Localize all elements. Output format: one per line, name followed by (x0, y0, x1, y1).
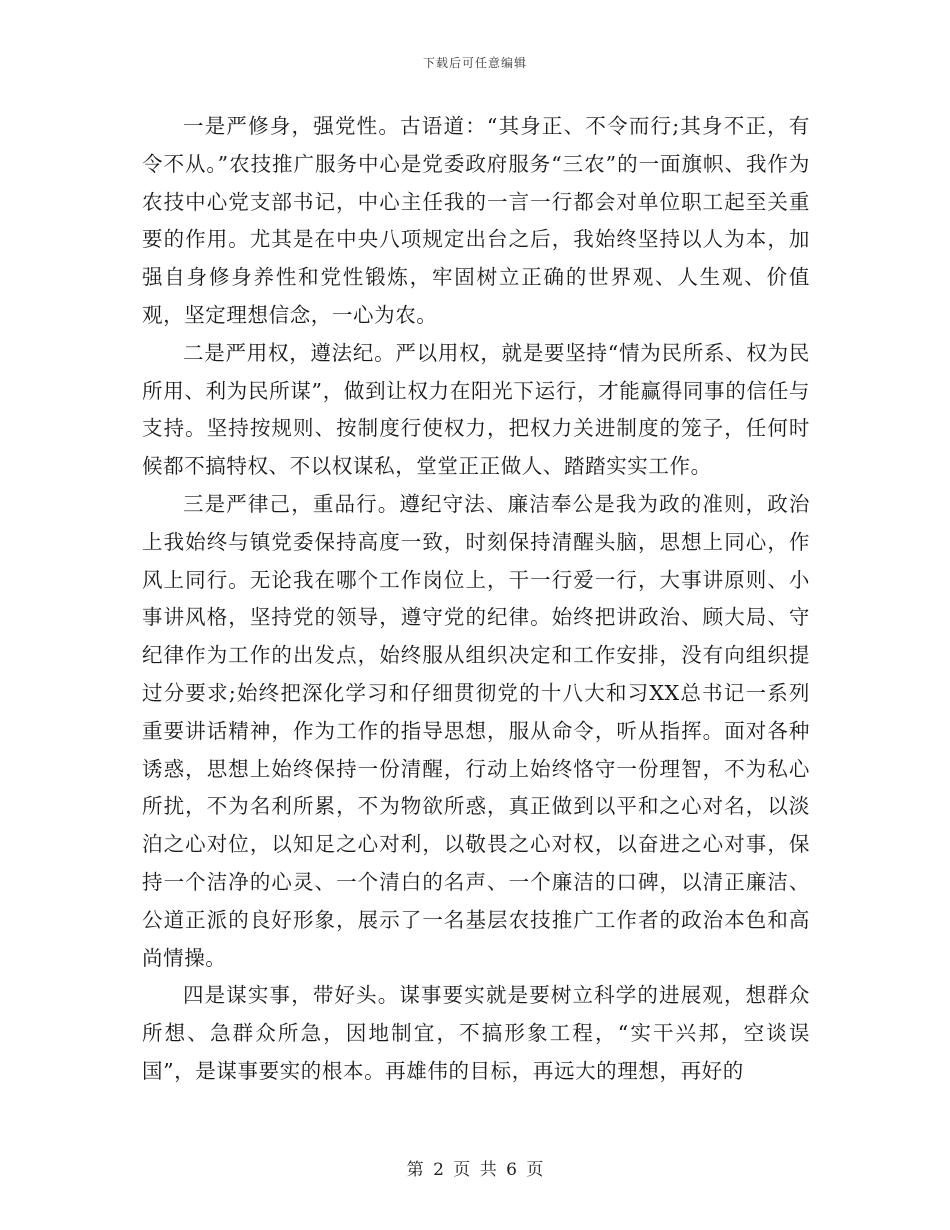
page-header: 下载后可任意编辑 (422, 56, 527, 70)
paragraph-1: 一是严修身，强党性。古语道：“其身正、不令而行;其身不正，有令不从。”农技推广服务中心是党委政府服务“三农”的一面旗帜、我作为农技中心党支部书记，中心主任我的一言一行都会对单位职工起至关重要的作用。尤其是在中央八项规定出台之后，我始终坚持以人为本，加强自身修身养性和党性锻炼，牢固树立正确的世界观、人生观、价值观，坚定理想信念，一心为农。 (142, 114, 810, 327)
paragraph-3: 三是严律己，重品行。遵纪守法、廉洁奉公是我为政的准则，政治上我始终与镇党委保持高度一致，时刻保持清醒头脑，思想上同心，作风上同行。无论我在哪个工作岗位上，干一行爱一行，大事讲原则、小事讲风格，坚持党的领导，遵守党的纪律。始终把讲政治、顾大局、守纪律作为工作的出发点，始终服从组织决定和工作安排，没有向组织提过分要求;始终把深化学习和仔细贯彻党的十八大和习XX总书记一系列重要讲话精神，作为工作的指导思想，服从命令，听从指挥。面对各种诱惑，思想上始终保持一份清醒，行动上始终恪守一份理智，不为私心所扰，不为名利所累，不为物欲所惑，真正做到以平和之心对名，以淡泊之心对位，以知足之心对利，以敬畏之心对权，以奋进之心对事，保持一个洁净的心灵、一个清白的名声、一个廉洁的口碑，以清正廉洁、公道正派的良好形象，展示了一名基层农技推广工作者的政治本色和高尚情操。 (142, 491, 810, 970)
document-body (142, 108, 810, 1091)
paragraph-2: 二是严用权，遵法纪。严以用权，就是要坚持“情为民所系、权为民所用、利为民所谋”，做到让权力在阳光下运行，才能赢得同事的信任与支持。坚持按规则、按制度行使权力，把权力关进制度的笼子，任何时候都不搞特权、不以权谋私，堂堂正正做人、踏踏实实工作。 (142, 340, 810, 479)
paragraph-4: 四是谋实事，带好头。谋事要实就是要树立科学的进展观，想群众所想、急群众所急，因地制宜，不搞形象工程，“实干兴邦，空谈误国”，是谋事要实的根本。再雄伟的目标，再远大的理想，再好的 (142, 983, 810, 1083)
page-number-footer: 第 2 页 共 6 页 (406, 1160, 544, 1180)
